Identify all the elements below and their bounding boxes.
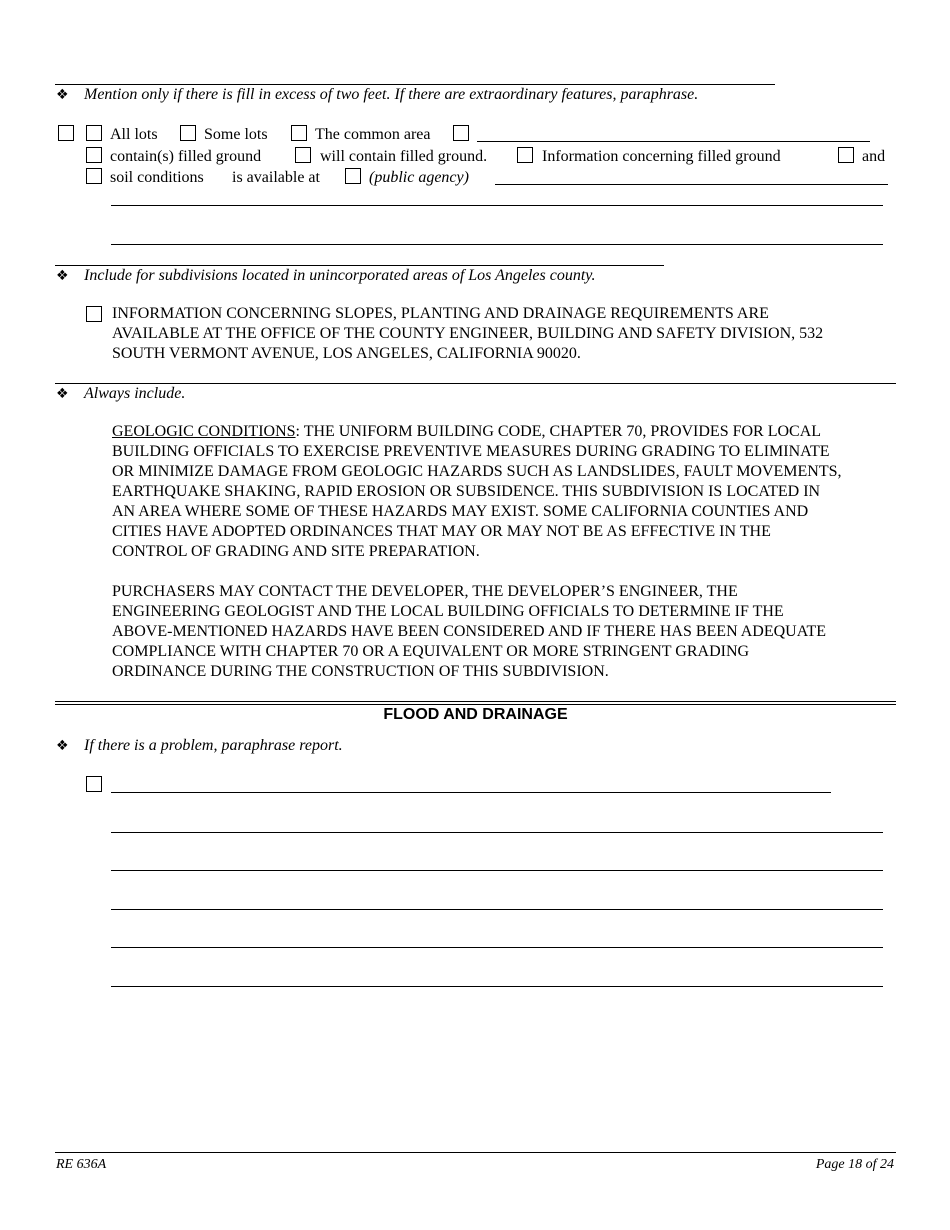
flood-checkbox[interactable]	[86, 776, 102, 792]
flood-line-2[interactable]	[111, 870, 883, 871]
and-checkbox[interactable]	[838, 147, 854, 163]
soil-label: soil conditions	[110, 169, 204, 186]
flood-heading: FLOOD AND DRAINAGE	[383, 706, 568, 723]
all-lots-checkbox[interactable]	[86, 125, 102, 141]
available-at-label: is available at	[232, 169, 320, 186]
geologic-title: GEOLOGIC CONDITIONS	[112, 423, 296, 440]
rule-la	[55, 265, 664, 266]
la-paragraph	[112, 304, 912, 364]
other-area-line[interactable]	[477, 141, 870, 142]
fill-line-2[interactable]	[111, 244, 883, 245]
double-rule-top	[55, 701, 896, 702]
soil-checkbox[interactable]	[86, 168, 102, 184]
fill-checkbox-main[interactable]	[58, 125, 74, 141]
rule-top	[55, 84, 775, 85]
info-filled-checkbox[interactable]	[517, 147, 533, 163]
fill-line-1[interactable]	[111, 205, 883, 206]
flood-line-3[interactable]	[111, 909, 883, 910]
form-id: RE 636A	[56, 1157, 107, 1172]
geologic-instruction: Always include.	[84, 385, 186, 402]
info-filled-label: Information concerning filled ground	[542, 148, 781, 165]
page-number: Page 18 of 24	[815, 1157, 894, 1172]
double-rule-bottom	[55, 704, 896, 705]
contains-label: contain(s) filled ground	[110, 148, 262, 165]
flood-line-5[interactable]	[111, 986, 883, 987]
flood-line-1[interactable]	[111, 832, 883, 833]
public-agency-checkbox[interactable]	[345, 168, 361, 184]
public-agency-line[interactable]	[495, 184, 888, 185]
flood-line-0[interactable]	[111, 792, 831, 793]
footer-rule	[55, 1152, 896, 1153]
flood-line-4[interactable]	[111, 947, 883, 948]
all-lots-label: All lots	[110, 126, 158, 143]
la-instruction: Include for subdivisions located in unincorporated areas of Los Angeles county.	[84, 267, 596, 284]
fill-instruction: Mention only if there is fill in excess of two feet. If there are extraordinary features, paraphrase.	[84, 86, 699, 103]
other-area-checkbox[interactable]	[453, 125, 469, 141]
common-area-label: The common area	[315, 126, 431, 143]
some-lots-label: Some lots	[204, 126, 268, 143]
la-line: SOUTH VERMONT AVENUE, LOS ANGELES, CALIFORNIA 90020.	[112, 345, 581, 362]
bullet-diamond-icon: ❖	[56, 87, 69, 103]
flood-instruction: If there is a problem, paraphrase report.	[84, 737, 343, 754]
public-agency-label: (public agency)	[369, 169, 469, 186]
rule-geologic	[55, 383, 896, 384]
some-lots-checkbox[interactable]	[180, 125, 196, 141]
la-checkbox[interactable]	[86, 306, 102, 322]
bullet-diamond-icon: ❖	[56, 386, 69, 402]
common-area-checkbox[interactable]	[291, 125, 307, 141]
bullet-diamond-icon: ❖	[56, 738, 69, 754]
la-line: AVAILABLE AT THE OFFICE OF THE COUNTY ENGINEER, BUILDING AND SAFETY DIVISION, 532	[112, 325, 824, 342]
la-line: INFORMATION CONCERNING SLOPES, PLANTING AND DRAINAGE REQUIREMENTS ARE	[112, 305, 769, 322]
geologic-paragraph-2: PURCHASERS MAY CONTACT THE DEVELOPER, THE DEVELOPER’S ENGINEER, THE ENGINEERING GEOLOGIST AND THE LOCAL BUILDING OFFICIALS TO DETERMINE IF THE ABOVE-MENTIONED HAZARDS HAVE BEEN CONSIDERED AND IF THERE HAS BEEN ADEQUATE COMPLIANCE WITH CHAPTER 70 OR A EQUIVALENT OR MORE STRINGENT GRADING ORDINANCE DURING THE CONSTRUCTION OF THIS SUBDIVISION.	[112, 583, 827, 680]
and-label: and	[862, 148, 886, 165]
will-contain-label: will contain filled ground.	[320, 148, 488, 165]
will-contain-checkbox[interactable]	[295, 147, 311, 163]
contains-checkbox[interactable]	[86, 147, 102, 163]
bullet-diamond-icon: ❖	[56, 268, 69, 284]
geologic-paragraph-1: GEOLOGIC CONDITIONS: THE UNIFORM BUILDING CODE, CHAPTER 70, PROVIDES FOR LOCAL BUILDING OFFICIALS TO EXERCISE PREVENTIVE MEASURES DURING GRADING TO ELIMINATE OR MINIMIZE DAMAGE FROM GEOLOGIC HAZARDS SUCH AS LANDSLIDES, FAULT MOVEMENTS, EARTHQUAKE SHAKING, RAPID EROSION OR SUBSIDENCE. THIS SUBDIVISION IS LOCATED IN AN AREA WHERE SOME OF THESE HAZARDS MAY EXIST. SOME CALIFORNIA COUNTIES AND CITIES HAVE ADOPTED ORDINANCES THAT MAY OR MAY NOT BE AS EFFECTIVE IN THE CONTROL OF GRADING AND SITE PREPARATION.	[112, 423, 842, 560]
